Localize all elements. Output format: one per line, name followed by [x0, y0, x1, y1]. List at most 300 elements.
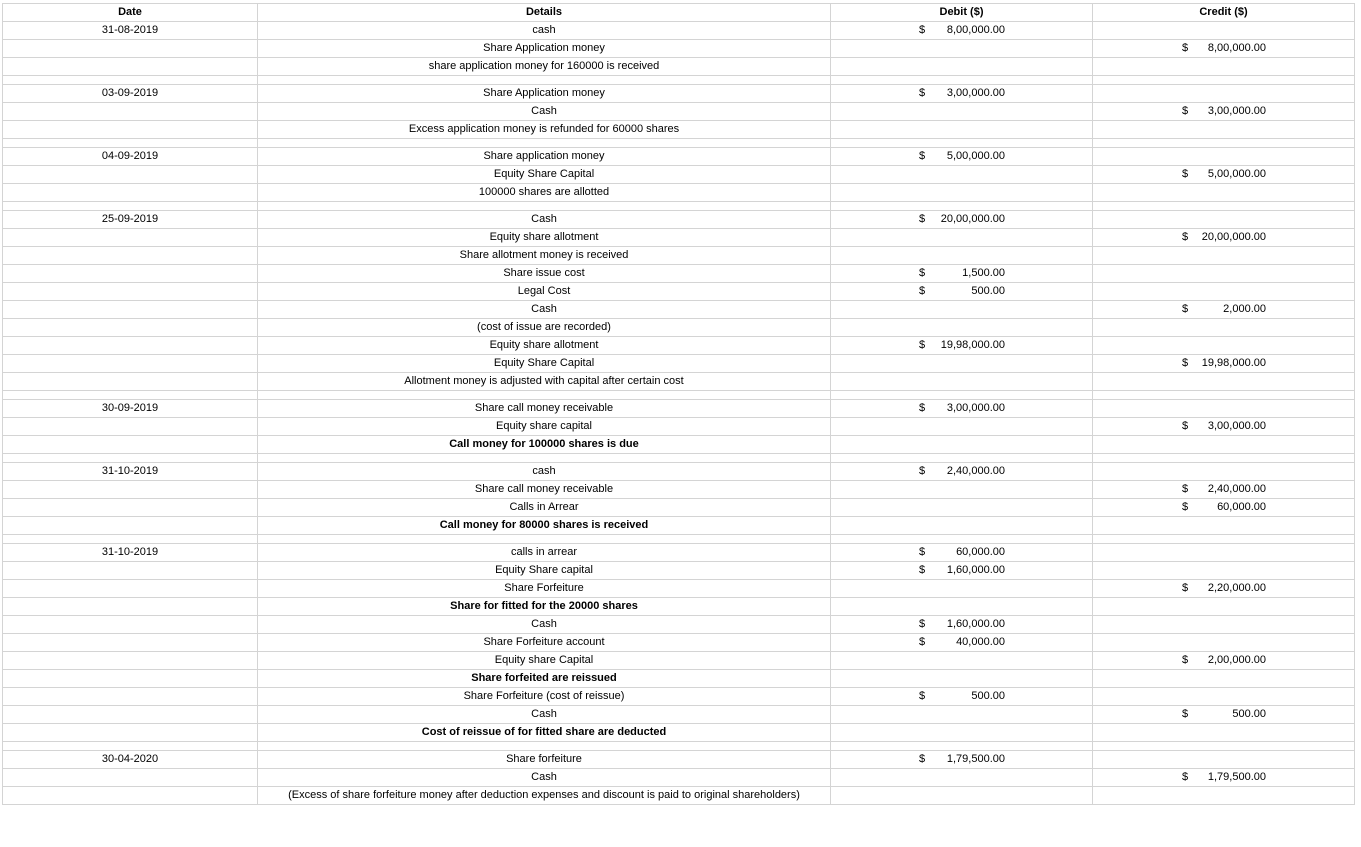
debit-cell: [831, 481, 1093, 499]
currency-symbol: $: [919, 546, 926, 558]
details-cell: Legal Cost: [258, 283, 831, 301]
debit-amount: [831, 400, 1092, 417]
spacer-cell: [3, 454, 258, 463]
debit-amount: [831, 265, 1092, 282]
table-row: [3, 436, 1355, 454]
details-cell: Share forfeiture: [258, 751, 831, 769]
debit-cell: [831, 769, 1093, 787]
date-cell: [3, 616, 258, 634]
table-row: [3, 283, 1355, 301]
table-row: [3, 463, 1355, 481]
details-cell: cash: [258, 22, 831, 40]
table-row: [3, 373, 1355, 391]
credit-value: 3,00,000.00: [1207, 420, 1266, 432]
table-row: [3, 148, 1355, 166]
credit-cell: [1093, 103, 1355, 121]
debit-value: 40,000.00: [956, 636, 1005, 648]
date-cell: [3, 166, 258, 184]
spacer-cell: [3, 76, 258, 85]
spacer-cell: [831, 454, 1093, 463]
details-cell: Equity Share Capital: [258, 166, 831, 184]
credit-cell: [1093, 337, 1355, 355]
date-cell: [3, 247, 258, 265]
currency-symbol: $: [919, 267, 926, 279]
spacer-cell: [1093, 202, 1355, 211]
credit-amount: [1093, 148, 1354, 165]
debit-cell: [831, 283, 1093, 301]
details-cell: Allotment money is adjusted with capital after certain cost: [258, 373, 831, 391]
credit-amount: [1093, 499, 1354, 516]
credit-amount: [1093, 265, 1354, 282]
credit-cell: [1093, 85, 1355, 103]
details-cell: Cash: [258, 616, 831, 634]
credit-cell: [1093, 634, 1355, 652]
details-cell: Cost of reissue of for fitted share are deducted: [258, 724, 831, 742]
debit-amount: [831, 463, 1092, 480]
debit-value: 3,00,000.00: [946, 87, 1005, 99]
debit-amount: [831, 247, 1092, 264]
table-row: [3, 481, 1355, 499]
debit-value: 19,98,000.00: [940, 339, 1005, 351]
credit-value: 5,00,000.00: [1207, 168, 1266, 180]
table-row: [3, 562, 1355, 580]
details-cell: calls in arrear: [258, 544, 831, 562]
details-cell: Share call money receivable: [258, 481, 831, 499]
debit-cell: [831, 562, 1093, 580]
debit-cell: [831, 580, 1093, 598]
currency-symbol: $: [919, 402, 926, 414]
credit-cell: [1093, 121, 1355, 139]
details-cell: Equity share allotment: [258, 229, 831, 247]
spacer-cell: [3, 742, 258, 751]
credit-cell: [1093, 499, 1355, 517]
currency-symbol: $: [919, 87, 926, 99]
currency-symbol: $: [919, 339, 926, 351]
debit-cell: [831, 355, 1093, 373]
table-row: [3, 301, 1355, 319]
journal-body: [3, 22, 1355, 805]
debit-cell: [831, 103, 1093, 121]
date-cell: 31-10-2019: [3, 544, 258, 562]
debit-value: 500.00: [971, 285, 1005, 297]
table-row: [3, 499, 1355, 517]
table-row: [3, 247, 1355, 265]
details-cell: Share for fitted for the 20000 shares: [258, 598, 831, 616]
credit-cell: [1093, 670, 1355, 688]
debit-value: 1,79,500.00: [946, 753, 1005, 765]
debit-value: 5,00,000.00: [946, 150, 1005, 162]
debit-amount: [831, 337, 1092, 354]
details-cell: Cash: [258, 103, 831, 121]
currency-symbol: $: [919, 618, 926, 630]
debit-amount: [831, 40, 1092, 57]
currency-symbol: $: [919, 564, 926, 576]
table-row: [3, 22, 1355, 40]
spacer-cell: [831, 742, 1093, 751]
spacer-cell: [258, 202, 831, 211]
debit-cell: [831, 40, 1093, 58]
date-cell: [3, 598, 258, 616]
debit-cell: [831, 58, 1093, 76]
debit-cell: [831, 337, 1093, 355]
date-cell: 04-09-2019: [3, 148, 258, 166]
credit-amount: [1093, 58, 1354, 75]
credit-value: 8,00,000.00: [1207, 42, 1266, 54]
table-row: [3, 265, 1355, 283]
details-cell: Call money for 80000 shares is received: [258, 517, 831, 535]
credit-amount: [1093, 283, 1354, 300]
credit-cell: [1093, 562, 1355, 580]
debit-cell: [831, 616, 1093, 634]
table-row: [3, 517, 1355, 535]
details-cell: Excess application money is refunded for 60000 shares: [258, 121, 831, 139]
debit-amount: [831, 499, 1092, 516]
currency-symbol: $: [1182, 105, 1189, 117]
credit-value: 60,000.00: [1217, 501, 1266, 513]
date-cell: 31-10-2019: [3, 463, 258, 481]
spacer-row: [3, 391, 1355, 400]
details-cell: Share issue cost: [258, 265, 831, 283]
spacer-cell: [1093, 391, 1355, 400]
credit-cell: [1093, 283, 1355, 301]
credit-amount: [1093, 634, 1354, 651]
debit-value: 1,500.00: [962, 267, 1005, 279]
currency-symbol: $: [1182, 708, 1189, 720]
details-cell: Share Application money: [258, 85, 831, 103]
currency-symbol: $: [919, 636, 926, 648]
spacer-cell: [831, 139, 1093, 148]
debit-cell: [831, 544, 1093, 562]
table-row: [3, 337, 1355, 355]
debit-cell: [831, 265, 1093, 283]
debit-cell: [831, 85, 1093, 103]
debit-amount: [831, 103, 1092, 120]
debit-amount: [831, 355, 1092, 372]
currency-symbol: $: [919, 24, 926, 36]
credit-value: 500.00: [1232, 708, 1266, 720]
spacer-cell: [3, 139, 258, 148]
currency-symbol: $: [1182, 231, 1189, 243]
spacer-row: [3, 742, 1355, 751]
debit-amount: [831, 562, 1092, 579]
debit-amount: [831, 184, 1092, 201]
credit-cell: [1093, 517, 1355, 535]
details-cell: Equity share capital: [258, 418, 831, 436]
credit-cell: [1093, 769, 1355, 787]
details-cell: Equity Share Capital: [258, 355, 831, 373]
credit-amount: [1093, 688, 1354, 705]
debit-amount: [831, 616, 1092, 633]
date-cell: [3, 418, 258, 436]
debit-amount: [831, 211, 1092, 228]
debit-value: 20,00,000.00: [940, 213, 1005, 225]
table-row: [3, 184, 1355, 202]
credit-amount: [1093, 355, 1354, 372]
table-row: [3, 769, 1355, 787]
credit-value: 3,00,000.00: [1207, 105, 1266, 117]
credit-cell: [1093, 616, 1355, 634]
credit-cell: [1093, 58, 1355, 76]
spacer-row: [3, 76, 1355, 85]
credit-amount: [1093, 517, 1354, 534]
credit-value: 1,79,500.00: [1207, 771, 1266, 783]
header-details: Details: [258, 4, 831, 22]
debit-cell: [831, 319, 1093, 337]
debit-amount: [831, 598, 1092, 615]
spacer-cell: [258, 742, 831, 751]
details-cell: Cash: [258, 301, 831, 319]
debit-value: 8,00,000.00: [946, 24, 1005, 36]
credit-cell: [1093, 436, 1355, 454]
debit-value: 3,00,000.00: [946, 402, 1005, 414]
currency-symbol: $: [1182, 771, 1189, 783]
debit-amount: [831, 418, 1092, 435]
table-row: [3, 400, 1355, 418]
debit-cell: [831, 499, 1093, 517]
credit-amount: [1093, 103, 1354, 120]
debit-amount: [831, 634, 1092, 651]
spacer-cell: [3, 202, 258, 211]
credit-cell: [1093, 301, 1355, 319]
details-cell: share application money for 160000 is received: [258, 58, 831, 76]
currency-symbol: $: [1182, 168, 1189, 180]
date-cell: [3, 373, 258, 391]
currency-symbol: $: [1182, 357, 1189, 369]
date-cell: [3, 103, 258, 121]
spacer-row: [3, 535, 1355, 544]
spacer-cell: [258, 454, 831, 463]
spacer-cell: [1093, 535, 1355, 544]
table-row: [3, 670, 1355, 688]
details-cell: (Excess of share forfeiture money after deduction expenses and discount is paid to original shareholders): [258, 787, 831, 805]
date-cell: [3, 562, 258, 580]
spacer-cell: [1093, 742, 1355, 751]
date-cell: [3, 634, 258, 652]
date-cell: [3, 229, 258, 247]
credit-value: 2,00,000.00: [1207, 654, 1266, 666]
credit-cell: [1093, 400, 1355, 418]
details-cell: Cash: [258, 706, 831, 724]
date-cell: 30-09-2019: [3, 400, 258, 418]
credit-amount: [1093, 229, 1354, 246]
debit-cell: [831, 121, 1093, 139]
currency-symbol: $: [1182, 420, 1189, 432]
journal-table: [2, 3, 1355, 805]
credit-amount: [1093, 121, 1354, 138]
credit-cell: [1093, 787, 1355, 805]
table-row: [3, 688, 1355, 706]
table-row: [3, 616, 1355, 634]
table-row: [3, 787, 1355, 805]
table-row: [3, 229, 1355, 247]
table-row: [3, 319, 1355, 337]
debit-cell: [831, 184, 1093, 202]
header-credit: Credit ($): [1093, 4, 1355, 22]
credit-value: 2,20,000.00: [1207, 582, 1266, 594]
spacer-cell: [258, 535, 831, 544]
credit-amount: [1093, 400, 1354, 417]
debit-amount: [831, 148, 1092, 165]
table-row: [3, 724, 1355, 742]
credit-cell: [1093, 355, 1355, 373]
date-cell: [3, 58, 258, 76]
debit-amount: [831, 166, 1092, 183]
date-cell: [3, 265, 258, 283]
credit-amount: [1093, 301, 1354, 318]
debit-amount: [831, 769, 1092, 786]
table-row: [3, 751, 1355, 769]
header-debit: Debit ($): [831, 4, 1093, 22]
debit-value: 60,000.00: [956, 546, 1005, 558]
debit-amount: [831, 283, 1092, 300]
credit-amount: [1093, 751, 1354, 768]
debit-cell: [831, 652, 1093, 670]
debit-amount: [831, 751, 1092, 768]
table-row: [3, 103, 1355, 121]
table-row: [3, 58, 1355, 76]
credit-amount: [1093, 562, 1354, 579]
credit-value: 2,40,000.00: [1207, 483, 1266, 495]
debit-cell: [831, 373, 1093, 391]
debit-cell: [831, 166, 1093, 184]
currency-symbol: $: [919, 285, 926, 297]
date-cell: [3, 355, 258, 373]
currency-symbol: $: [1182, 483, 1189, 495]
credit-cell: [1093, 211, 1355, 229]
credit-cell: [1093, 265, 1355, 283]
table-row: [3, 355, 1355, 373]
table-row: [3, 580, 1355, 598]
credit-amount: [1093, 580, 1354, 597]
currency-symbol: $: [1182, 654, 1189, 666]
spacer-cell: [258, 76, 831, 85]
spacer-cell: [1093, 139, 1355, 148]
debit-cell: [831, 418, 1093, 436]
currency-symbol: $: [1182, 42, 1189, 54]
credit-cell: [1093, 40, 1355, 58]
date-cell: 31-08-2019: [3, 22, 258, 40]
credit-cell: [1093, 544, 1355, 562]
details-cell: Calls in Arrear: [258, 499, 831, 517]
debit-cell: [831, 229, 1093, 247]
details-cell: Cash: [258, 211, 831, 229]
credit-amount: [1093, 544, 1354, 561]
debit-amount: [831, 301, 1092, 318]
debit-amount: [831, 787, 1092, 804]
date-cell: [3, 652, 258, 670]
debit-cell: [831, 301, 1093, 319]
debit-amount: [831, 517, 1092, 534]
debit-cell: [831, 211, 1093, 229]
currency-symbol: $: [919, 213, 926, 225]
debit-value: 2,40,000.00: [946, 465, 1005, 477]
debit-cell: [831, 751, 1093, 769]
details-cell: Share Forfeiture: [258, 580, 831, 598]
details-cell: Share Application money: [258, 40, 831, 58]
details-cell: cash: [258, 463, 831, 481]
details-cell: Share application money: [258, 148, 831, 166]
debit-amount: [831, 22, 1092, 39]
header-date: Date: [3, 4, 258, 22]
spacer-row: [3, 139, 1355, 148]
details-cell: 100000 shares are allotted: [258, 184, 831, 202]
credit-cell: [1093, 418, 1355, 436]
date-cell: [3, 283, 258, 301]
debit-amount: [831, 436, 1092, 453]
debit-cell: [831, 463, 1093, 481]
date-cell: [3, 787, 258, 805]
credit-amount: [1093, 40, 1354, 57]
table-row: [3, 85, 1355, 103]
credit-amount: [1093, 184, 1354, 201]
debit-cell: [831, 436, 1093, 454]
debit-cell: [831, 400, 1093, 418]
credit-amount: [1093, 616, 1354, 633]
date-cell: [3, 670, 258, 688]
table-row: [3, 706, 1355, 724]
details-cell: Equity share allotment: [258, 337, 831, 355]
credit-cell: [1093, 481, 1355, 499]
debit-amount: [831, 481, 1092, 498]
debit-amount: [831, 85, 1092, 102]
credit-amount: [1093, 247, 1354, 264]
credit-amount: [1093, 373, 1354, 390]
credit-value: 2,000.00: [1223, 303, 1266, 315]
debit-amount: [831, 544, 1092, 561]
debit-amount: [831, 652, 1092, 669]
spacer-cell: [3, 391, 258, 400]
table-row: [3, 211, 1355, 229]
debit-value: 500.00: [971, 690, 1005, 702]
credit-cell: [1093, 751, 1355, 769]
spacer-cell: [258, 139, 831, 148]
currency-symbol: $: [1182, 501, 1189, 513]
table-row: [3, 40, 1355, 58]
credit-cell: [1093, 373, 1355, 391]
debit-cell: [831, 148, 1093, 166]
details-cell: Share forfeited are reissued: [258, 670, 831, 688]
debit-amount: [831, 688, 1092, 705]
credit-amount: [1093, 85, 1354, 102]
credit-amount: [1093, 337, 1354, 354]
credit-cell: [1093, 184, 1355, 202]
debit-amount: [831, 373, 1092, 390]
debit-cell: [831, 787, 1093, 805]
date-cell: 25-09-2019: [3, 211, 258, 229]
currency-symbol: $: [919, 753, 926, 765]
credit-cell: [1093, 22, 1355, 40]
spacer-cell: [1093, 76, 1355, 85]
credit-amount: [1093, 787, 1354, 804]
credit-amount: [1093, 724, 1354, 741]
date-cell: [3, 184, 258, 202]
table-row: [3, 598, 1355, 616]
debit-cell: [831, 598, 1093, 616]
credit-amount: [1093, 22, 1354, 39]
credit-amount: [1093, 211, 1354, 228]
date-cell: [3, 481, 258, 499]
date-cell: [3, 121, 258, 139]
debit-amount: [831, 580, 1092, 597]
debit-cell: [831, 724, 1093, 742]
debit-amount: [831, 58, 1092, 75]
date-cell: [3, 769, 258, 787]
table-row: [3, 652, 1355, 670]
spacer-cell: [258, 391, 831, 400]
credit-amount: [1093, 166, 1354, 183]
table-row: [3, 121, 1355, 139]
credit-cell: [1093, 247, 1355, 265]
